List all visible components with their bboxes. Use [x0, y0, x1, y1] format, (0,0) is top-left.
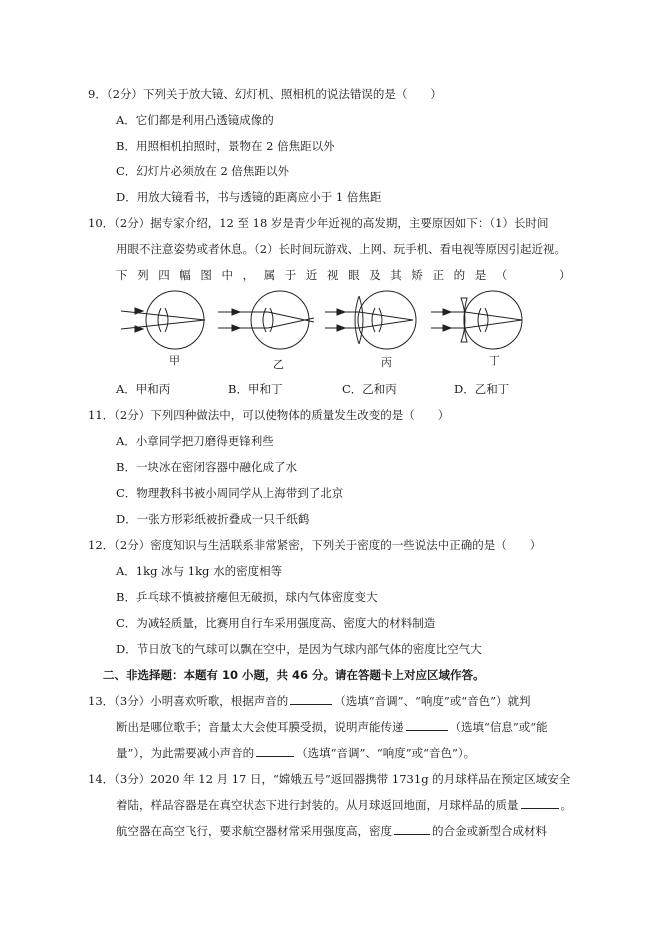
- eye-diagram-bing: [325, 291, 416, 349]
- q14-line3-text-a: 航空器在高空飞行，要求航空器材常采用强度高，密度: [116, 824, 392, 838]
- q10-stem-line2: 用眼不注意姿势或者休息。（2）长时间玩游戏、上网、玩手机、看电视等原因引起近视。: [116, 242, 567, 256]
- q13-line3-text-b: （选填“音调”、“响度”或“音色”）。: [296, 746, 476, 760]
- q14-blank-1[interactable]: [521, 797, 559, 809]
- q9-option-d: D．用放大镜看书，书与透镜的距离应小于 1 倍焦距: [116, 190, 382, 204]
- q13-line2-text-b: （选填“信息”或“能: [449, 720, 548, 734]
- q12-option-d: D．节日放飞的气球可以飘在空中，是因为气球内部气体的密度比空气大: [116, 642, 482, 656]
- q10-option-a: A．甲和丙: [116, 382, 171, 396]
- q12-option-a: A．1kg 冰与 1kg 水的密度相等: [116, 564, 283, 578]
- q14-blank-2[interactable]: [394, 823, 430, 835]
- q13-blank-3[interactable]: [256, 745, 294, 757]
- q13-blank-1[interactable]: [290, 693, 332, 705]
- q10-stem-line3: 下列四幅图中，属于近视眼及其矫正的是（ ）: [116, 268, 581, 282]
- figure-label-ding: 丁: [489, 354, 500, 367]
- q10-stem-line1: 10．（2分）据专家介绍，12 至 18 岁是青少年近视的高发期，主要原因如下：（1）长时间: [88, 216, 549, 230]
- q10-option-c: C．乙和丙: [342, 382, 397, 396]
- section-two-heading: 二、非选择题：本题有 10 小题，共 46 分。请在答题卡上对应区域作答。: [103, 668, 485, 682]
- eye-diagram-jia: [121, 291, 205, 349]
- q11-option-c: C．物理教科书被小周同学从上海带到了北京: [116, 486, 344, 500]
- q14-line2-text-b: 。: [560, 798, 572, 812]
- q9-option-c: C．幻灯片必须放在 2 倍焦距以外: [116, 164, 289, 178]
- q11-stem: 11．（2分）下列四种做法中，可以使物体的质量发生改变的是（ ）: [88, 408, 450, 422]
- q11-option-d: D．一张方形彩纸被折叠成一只千纸鹤: [116, 512, 310, 526]
- eye-diagram-yi: [218, 291, 314, 349]
- q13-line1-text-b: （选填“音调”、“响度”或“音色”）就判: [334, 694, 531, 708]
- q14-line2-text-a: 着陆，样品容器是在真空状态下进行封装的。从月球返回地面，月球样品的质量: [116, 798, 519, 812]
- q11-option-b: B．一块冰在密闭容器中融化成了水: [116, 460, 297, 474]
- q9-stem: 9．（2分）下列关于放大镜、幻灯机、照相机的说法错误的是（ ）: [88, 87, 442, 101]
- eye-diagram-figure: [113, 286, 533, 380]
- q12-stem: 12．（2分）密度知识与生活联系非常紧密，下列关于密度的一些说法中正确的是（ ）: [88, 538, 542, 552]
- q13-line2-text-a: 断出是哪位歌手；音量太大会使耳膜受损，说明声能传递: [116, 720, 404, 734]
- q14-line1: 14．（3分）2020 年 12 月 17 日，“嫦娥五号”返回器携带 1731g 的月球样品在预定区域安全: [88, 772, 571, 786]
- q9-option-a: A．它们都是利用凸透镜成像的: [116, 113, 274, 127]
- q12-option-b: B．乒乓球不慎被挤瘪但无破损，球内气体密度变大: [116, 590, 378, 604]
- figure-label-bing: 丙: [381, 356, 392, 369]
- q13-line1: [88, 693, 530, 709]
- q13-blank-2[interactable]: [406, 719, 448, 731]
- q14-line3-text-b: 的合金或新型合成材料: [432, 824, 547, 838]
- q10-options-row: [116, 381, 536, 397]
- eye-diagram-ding: [431, 291, 522, 349]
- figure-label-yi: 乙: [273, 358, 284, 371]
- q14-line2: [116, 797, 572, 813]
- q14-line3: [116, 823, 547, 839]
- q10-option-d: D．乙和丁: [454, 382, 510, 396]
- q13-line3: [116, 745, 475, 761]
- q13-line1-text-a: 13．（3分）小明喜欢听歌，根据声音的: [88, 694, 289, 708]
- q13-line3-text-a: 量”），为此需要减小声音的: [116, 746, 255, 760]
- figure-label-jia: 甲: [169, 354, 180, 367]
- q10-option-b: B．甲和丁: [228, 382, 283, 396]
- q13-line2: [116, 719, 548, 735]
- q11-option-a: A．小章同学把刀磨得更锋利些: [116, 434, 274, 448]
- q12-option-c: C．为减轻质量，比赛用自行车采用强度高、密度大的材料制造: [116, 616, 436, 630]
- q9-option-b: B．用照相机拍照时，景物在 2 倍焦距以外: [116, 139, 335, 153]
